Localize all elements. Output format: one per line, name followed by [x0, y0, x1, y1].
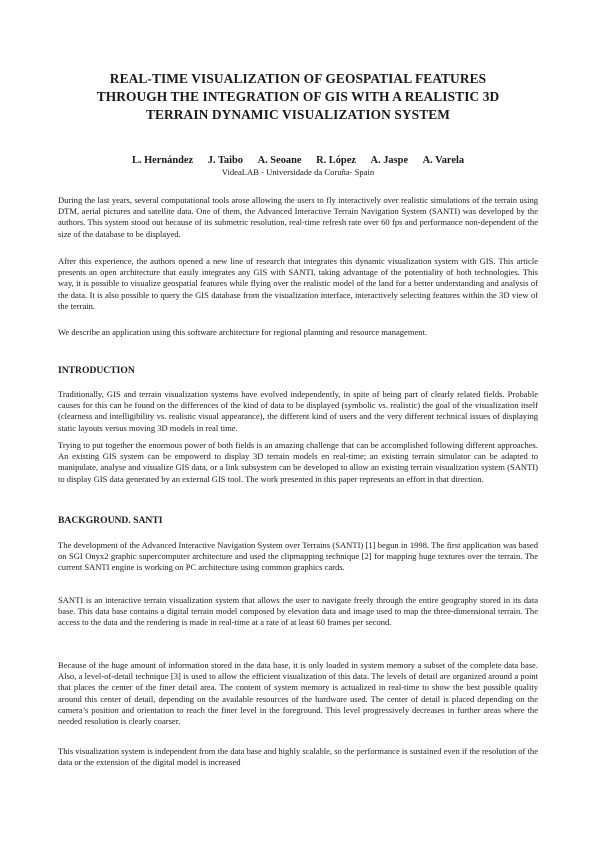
author-list — [58, 154, 538, 167]
background-paragraph: Because of the huge amount of information stored in the data base, it is only loaded in system memory a subset of the complete data base. Also, a level-of-detail technique [3] is used to allow the efficient visualization of this data. The levels of detail are organized around a point that places the center of the finer detail area. The content of system memory is actualized in real-time to show the best possible quality around this center of detail, depending on the available resources of the hardware used. The center of detail is placed depending on the camera’s position and orientation to reach the finer level in the foreground. This level progressively decreases in further areas where the needed resolution is clearly coarser. — [58, 660, 538, 727]
intro-paragraph: Trying to put together the enormous power of both fields is an amazing challenge that can be accomplished following different approaches. An existing GIS system can be empowerd to display 3D terrain models en real-time; an existing terrain simulator can be adapted to manipulate, analyse and visualize GIS data, or a link subsystem can be developed to allow an existing terrain visualization system (SANTI) to display GIS data generated by an external GIS tool. The work presented in this paper represents an effort in that direction. — [58, 440, 538, 484]
title-line: REAL-TIME VISUALIZATION OF GEOSPATIAL FEATURES — [109, 71, 487, 86]
background-paragraph: SANTI is an interactive terrain visualization system that allows the user to navigate freely through the entire geography stored in its data base. This data base contains a digital terrain model composed by elevation data and image used to map the three-dimensional terrain. The access to the data and the rendering is made in real-time at a rate of at least 60 frames per second. — [58, 595, 538, 628]
title-line: TERRAIN DYNAMIC VISUALIZATION SYSTEM — [145, 107, 451, 122]
section-heading-introduction: INTRODUCTION — [58, 365, 135, 376]
paper-title — [58, 70, 538, 124]
abstract-paragraph: During the last years, several computational tools arose allowing the users to fly interactively over realistic simulations of the terrain using DTM, aerial pictures and satellite data. One of them, the Advanced Interactive Terrain Navigation System (SANTI) was developed by the authors. This system stood out because of its submetric resolution, real-time refresh rate over 60 fps and performance non-dependent of the size of the database to be displayed. — [58, 195, 538, 239]
section-heading-background: BACKGROUND. SANTI — [58, 515, 163, 526]
author: A. Jaspe — [370, 155, 409, 166]
author: L. Hernández — [131, 155, 194, 166]
title-line: THROUGH THE INTEGRATION OF GIS WITH A REALISTIC 3D — [96, 89, 500, 104]
background-paragraph: The development of the Advanced Interactive Navigation System over Terrains (SANTI) [1] begun in 1998. The first application was based on SGI Onyx2 graphic supercomputer architecture and used the clipmapping technique [2] for mapping huge textures over the terrain. The current SANTI engine is working on PC architecture using common graphics cards. — [58, 540, 538, 573]
author: A. Seoane — [257, 155, 302, 166]
abstract-paragraph: We describe an application using this software architecture for regional planning and resource management. — [58, 327, 428, 337]
author: J. Taibo — [207, 155, 243, 166]
background-paragraph: This visualization system is independent from the data base and highly scalable, so the performance is sustained even if the resolution of the data or the extension of the digital model is increased — [58, 746, 538, 768]
author: R. López — [316, 155, 356, 166]
affiliation: VideaLAB - Universidade da Coruña- Spain — [221, 167, 375, 177]
author: A. Varela — [422, 155, 465, 166]
abstract-paragraph: After this experience, the authors opened a new line of research that integrates this dynamic visualization system with GIS. This article presents an open architecture that easily integrates any GIS with SANTI, taking advantage of the potentiality of both technologies. This way, it is possible to visualize geospatial features while flying over the realistic model of the land for a better understanding and analysis of the data. It is also possible to query the GIS database from the visualization interface, interactively selecting features within the 3D view of the terrain. — [58, 256, 538, 311]
intro-paragraph: Traditionally, GIS and terrain visualization systems have evolved independently, in spite of being part of clearly related fields. Probable causes for this can be found on the differences of the kind of data to be displayed (symbolic vs. realistic) the goal of the visualization itself (clearness and intelligibility vs. realistic visual appearance), the different kind of users and the very different technical issues of displaying static layouts versus moving 3D models in real time. — [58, 389, 538, 433]
